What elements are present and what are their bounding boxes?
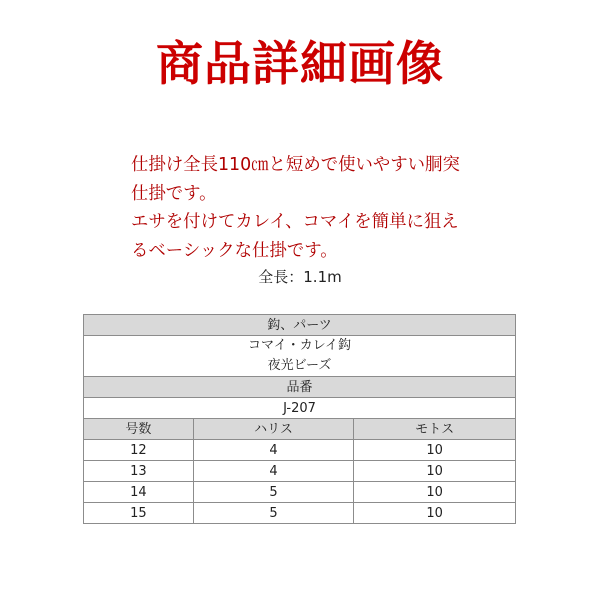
column-header-motosu: モトス	[354, 419, 516, 440]
spec-table	[83, 314, 516, 524]
parts-header: 鈎、パーツ	[84, 315, 516, 336]
motosu-cell: 10	[354, 482, 516, 503]
table-row	[84, 482, 516, 503]
description-line: 仕掛け全長110㎝と短めで使いやすい胴突	[131, 155, 460, 175]
parts-cell	[84, 336, 516, 377]
size-cell: 12	[84, 440, 194, 461]
product-description	[131, 151, 481, 265]
description-line: エサを付けてカレイ、コマイを簡単に狙え	[131, 212, 459, 232]
size-cell: 14	[84, 482, 194, 503]
parts-item: 夜光ビーズ	[267, 358, 332, 373]
harisu-cell: 4	[193, 461, 354, 482]
table-row	[84, 440, 516, 461]
harisu-cell: 5	[193, 482, 354, 503]
motosu-cell: 10	[354, 503, 516, 524]
page-title: 商品詳細画像	[156, 37, 444, 92]
product-number-header: 品番	[84, 377, 516, 398]
motosu-cell: 10	[354, 461, 516, 482]
harisu-cell: 5	[193, 503, 354, 524]
column-header-harisu: ハリス	[193, 419, 354, 440]
parts-item: コマイ・カレイ鈎	[247, 338, 352, 353]
motosu-cell: 10	[354, 440, 516, 461]
total-length: 全長：1.1m	[258, 268, 342, 286]
harisu-cell: 4	[193, 440, 354, 461]
product-number: J-207	[84, 398, 516, 419]
size-cell: 13	[84, 461, 194, 482]
description-line: るベーシックな仕掛です。	[131, 240, 338, 261]
table-row	[84, 503, 516, 524]
column-header-size: 号数	[84, 419, 194, 440]
size-cell: 15	[84, 503, 194, 524]
description-line: 仕掛です。	[131, 183, 217, 204]
table-row	[84, 461, 516, 482]
